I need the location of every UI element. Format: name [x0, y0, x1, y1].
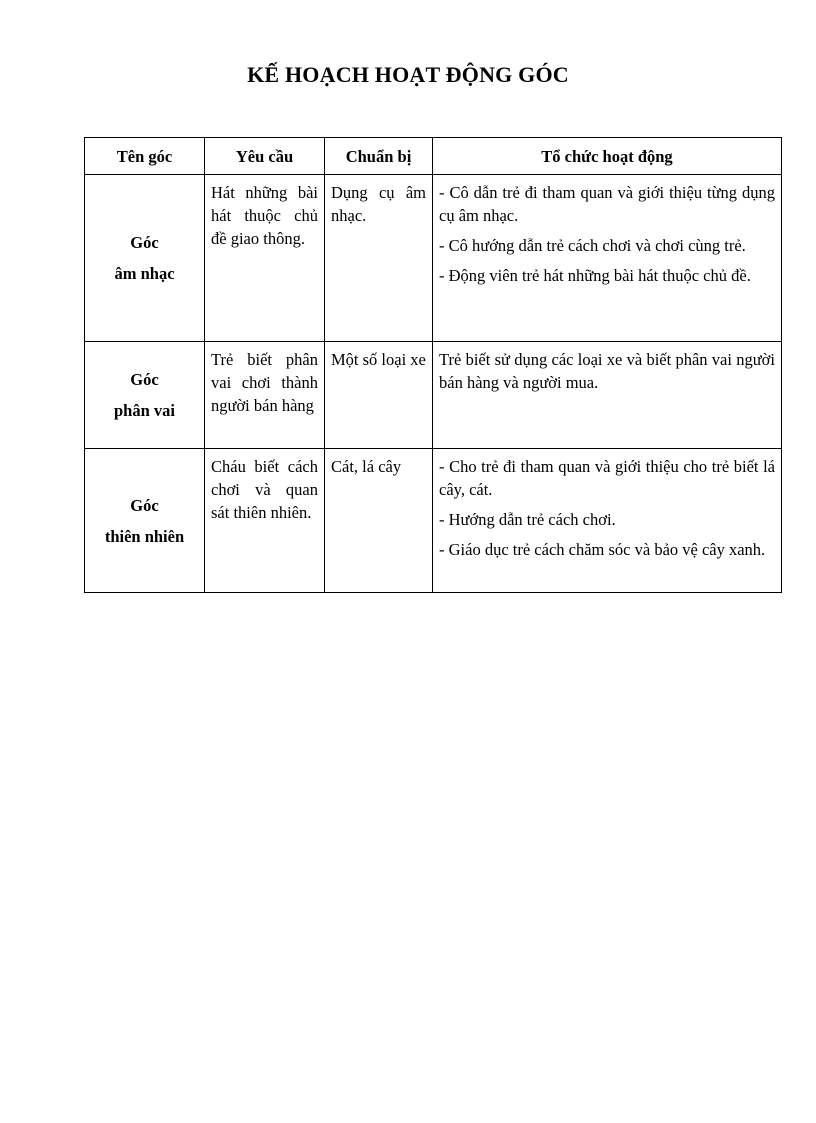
header-corner-name: Tên góc [85, 138, 205, 175]
requirement-cell: Cháu biết cách chơi và quan sát thiên nhiên. [205, 449, 325, 593]
corner-name-cell [85, 342, 205, 449]
activities-cell [433, 175, 782, 342]
requirement-cell: Hát những bài hát thuộc chủ đề giao thông. [205, 175, 325, 342]
activity-item: - Cô dẫn trẻ đi tham quan và giới thiệu từng dụng cụ âm nhạc. [439, 183, 775, 225]
corner-name-line1: Góc [130, 495, 159, 515]
header-requirement: Yêu cầu [205, 138, 325, 175]
page-title: KẾ HOẠCH HOẠT ĐỘNG GÓC [247, 62, 569, 87]
activity-item: - Giáo dục trẻ cách chăm sóc và bảo vệ cây xanh. [439, 540, 766, 559]
activity-item: - Động viên trẻ hát những bài hát thuộc chủ đề. [439, 266, 751, 285]
corner-name-line1: Góc [130, 233, 159, 252]
corner-name-cell [85, 449, 205, 593]
table-row [85, 175, 782, 342]
table-row [85, 449, 782, 593]
activity-item: Trẻ biết sử dụng các loại xe và biết phân vai người bán hàng và người mua. [439, 350, 775, 392]
activity-item: - Hướng dẫn trẻ cách chơi. [439, 510, 616, 529]
activity-item: - Cho trẻ đi tham quan và giới thiệu cho trẻ biết lá cây, cát. [439, 457, 775, 499]
header-preparation: Chuẩn bị [325, 138, 433, 175]
preparation-cell: Dụng cụ âm nhạc. [325, 175, 433, 342]
corner-name-line1: Góc [130, 370, 159, 389]
requirement-cell: Trẻ biết phân vai chơi thành người bán hàng [205, 342, 325, 449]
activity-item: - Cô hướng dẫn trẻ cách chơi và chơi cùng trẻ. [439, 236, 746, 255]
activities-cell [433, 449, 782, 593]
corner-name-line2: phân vai [114, 401, 175, 420]
activity-plan-table [84, 137, 782, 593]
table-header-row [85, 138, 782, 175]
corner-name-cell [85, 175, 205, 342]
preparation-cell: Một số loại xe [325, 342, 433, 449]
preparation-cell: Cát, lá cây [325, 449, 433, 593]
activities-cell [433, 342, 782, 449]
header-activities: Tổ chức hoạt động [433, 138, 782, 175]
corner-name-line2: âm nhạc [114, 264, 175, 283]
table-row [85, 342, 782, 449]
corner-name-line2: thiên nhiên [104, 526, 185, 546]
